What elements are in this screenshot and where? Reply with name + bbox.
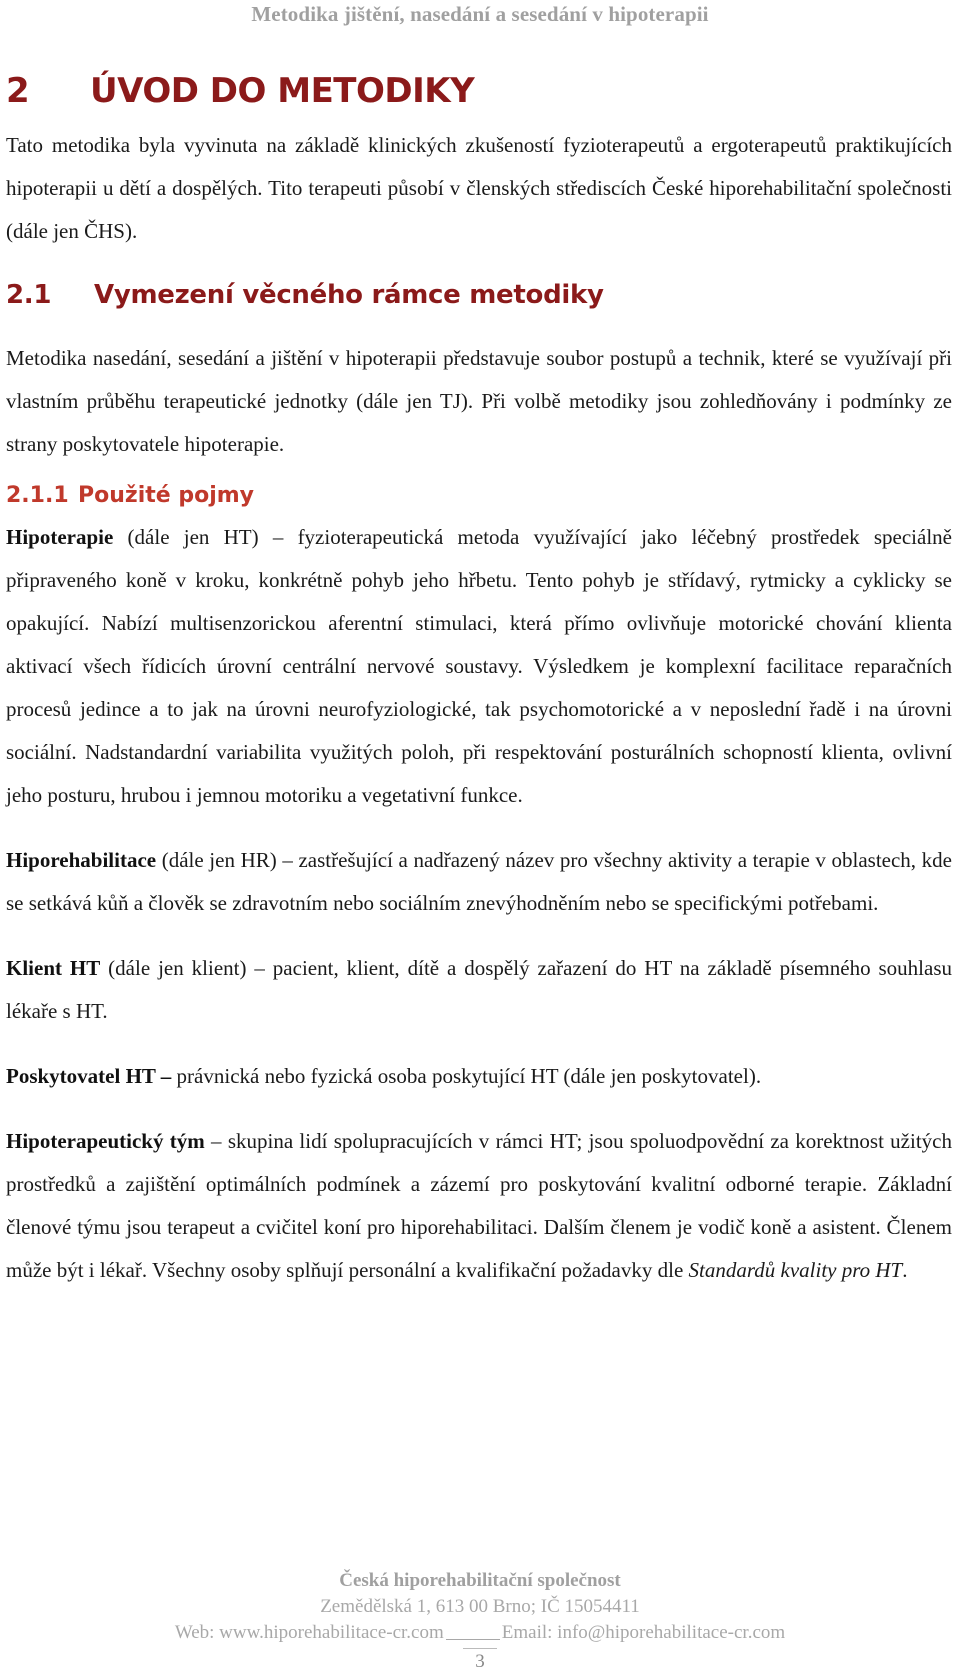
- term-definition: (dále jen klient) – pacient, klient, dítě a dospělý zařazení do HT na základě písemného souhlasu lékaře s HT.: [6, 956, 952, 1023]
- footer-separator: [446, 1639, 500, 1640]
- page-number: 3: [463, 1648, 497, 1675]
- term-label: Hipoterapeutický tým: [6, 1129, 205, 1153]
- footer-address: Zemědělská 1, 613 00 Brno; IČ 15054411: [320, 1596, 640, 1617]
- section-title: ÚVOD DO METODIKY: [90, 71, 475, 111]
- term-klient: [6, 947, 952, 1033]
- subsubsection-number: 2.1.1: [6, 483, 69, 508]
- subsection-number: 2.1: [6, 280, 52, 310]
- term-italic-reference: Standardů kvality pro HT: [688, 1258, 903, 1282]
- term-label: Hipoterapie: [6, 525, 114, 549]
- subsubsection-heading: [6, 478, 952, 514]
- subsection-title: Vymezení věcného rámce metodiky: [94, 280, 604, 310]
- term-poskytovatel: [6, 1055, 952, 1098]
- footer-web-link[interactable]: Web: www.hiporehabilitace-cr.com: [174, 1622, 444, 1643]
- footer-organization: Česká hiporehabilitační společnost: [339, 1570, 621, 1591]
- term-definition: právnická nebo fyzická osoba poskytující HT (dále jen poskytovatel).: [171, 1064, 762, 1088]
- subsubsection-title: Použité pojmy: [78, 483, 255, 508]
- intro-paragraph: Tato metodika byla vyvinuta na základě klinických zkušeností fyzioterapeutů a ergoterapeutů praktikujících hipoterapii u dětí a dospělých. Tito terapeuti působí v členských střediscích České hiporehabilitační společnosti (dále jen ČHS).: [6, 133, 952, 243]
- subsection-heading: [6, 275, 952, 315]
- page-footer: [0, 1568, 960, 1675]
- term-label: Poskytovatel HT –: [6, 1064, 172, 1088]
- section-number: 2: [6, 71, 30, 111]
- page-content: [6, 66, 952, 1292]
- term-definition: (dále jen HT) – fyzioterapeutická metoda využívající jako léčebný prostředek speciálně připraveného koně v kroku, konkrétně pohyb jeho hřbetu. Tento pohyb je střídavý, rytmicky a cyklicky se opakující. Nabízí multisenzorickou aferentní stimulaci, která přímo ovlivňuje motorické chování klienta aktivací všech řídicích úrovní centrální nervové soustavy. Výsledkem je komplexní facilitace reparačních procesů jedince a to jak na úrovni neurofyziologické, tak psychomotorické a v neposlední řadě i na úrovni sociální. Nadstandardní variabilita využitých poloh, při respektování posturálních schopností klienta, ovlivní jeho posturu, hrubou i jemnou motoriku a vegetativní funkce.: [6, 525, 952, 807]
- term-tail: .: [902, 1258, 908, 1282]
- term-hiporehabilitace: [6, 839, 952, 925]
- term-label: Klient HT: [6, 956, 101, 980]
- subsection-paragraph: Metodika nasedání, sesedání a jištění v hipoterapii představuje soubor postupů a technik, které se využívají při vlastním průběhu terapeutické jednotky (dále jen TJ). Při volbě metodiky jsou zohledňovány i podmínky ze strany poskytovatele hipoterapie.: [6, 346, 952, 456]
- running-header: Metodika jištění, nasedání a sesedání v hipoterapii: [251, 2, 709, 26]
- term-hipoterapeuticky-tym: [6, 1120, 952, 1292]
- term-definition: (dále jen HR) – zastřešující a nadřazený název pro všechny aktivity a terapie v oblastech, kde se setkává kůň a člověk se zdravotním nebo sociálním znevýhodněním nebo se specifickými potřebami.: [6, 848, 952, 915]
- section-heading: [6, 66, 952, 116]
- footer-email-link[interactable]: Email: info@hiporehabilitace-cr.com: [501, 1622, 786, 1643]
- term-definition: – skupina lidí spolupracujících v rámci HT; jsou spoluodpovědní za korektnost užitých prostředků a zajištění optimálních podmínek a zázemí pro poskytování kvalitní odborné terapie. Základní členové týmu jsou terapeut a cvičitel koní pro hiporehabilitaci. Dalším členem je vodič koně a asistent. Členem může být i lékař. Všechny osoby splňují personální a kvalifikační požadavky dle: [6, 1129, 952, 1282]
- term-label: Hiporehabilitace: [6, 848, 157, 872]
- term-hipoterapie: [6, 516, 952, 817]
- footer-links: [0, 1620, 960, 1646]
